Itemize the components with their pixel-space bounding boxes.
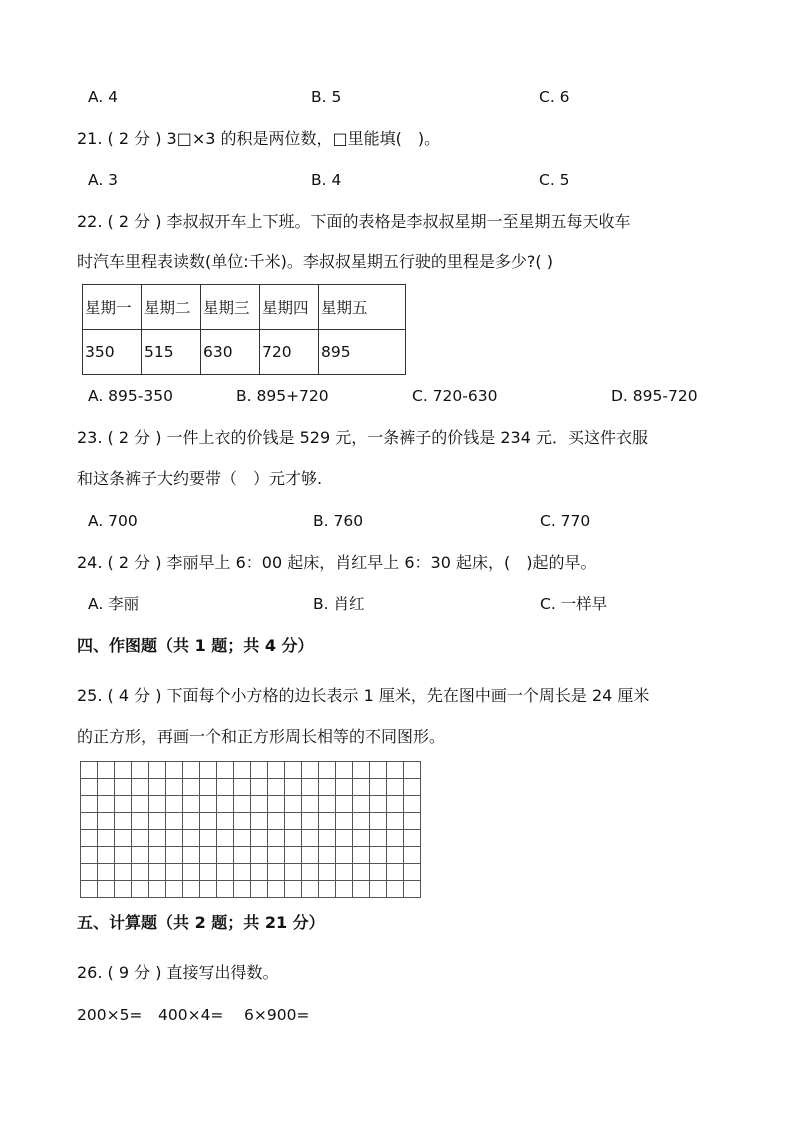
- q24-option-c: C. 一样早: [540, 595, 608, 613]
- q22-option-d: D. 895-720: [611, 387, 698, 405]
- q22-option-a: A. 895-350: [88, 387, 173, 405]
- q22-question-line1: 22. ( 2 分 ) 李叔叔开车上下班。下面的表格是李叔叔星期一至星期五每天收车: [77, 212, 631, 231]
- q20-option-b: B. 5: [311, 88, 342, 106]
- q21-option-c: C. 5: [539, 171, 570, 189]
- drawing-grid[interactable]: [80, 761, 421, 898]
- q25-question-line2: 的正方形，再画一个和正方形周长相等的不同图形。: [77, 727, 446, 746]
- table-cell: 720: [260, 330, 319, 375]
- q23-option-a: A. 700: [88, 512, 138, 530]
- q21-question: 21. ( 2 分 ) 3□×3 的积是两位数，□里能填( )。: [77, 129, 441, 148]
- q25-question-line1: 25. ( 4 分 ) 下面每个小方格的边长表示 1 厘米，先在图中画一个周长是 24 厘米: [77, 686, 650, 705]
- q26-question: 26. ( 9 分 ) 直接写出得数。: [77, 963, 279, 982]
- table-header-cell: 星期一: [83, 285, 142, 330]
- q23-question-line1: 23. ( 2 分 ) 一件上衣的价钱是 529 元，一条裤子的价钱是 234 元．买这件衣服: [77, 428, 648, 447]
- q22-option-b: B. 895+720: [236, 387, 329, 405]
- q23-option-c: C. 770: [540, 512, 591, 530]
- q22-option-c: C. 720-630: [412, 387, 498, 405]
- q23-question-line2: 和这条裤子大约要带（ ）元才够.: [77, 469, 323, 488]
- table-header-row: [83, 285, 406, 330]
- q26-expression-1: 200×5=: [77, 1006, 143, 1024]
- table-header-cell: 星期四: [260, 285, 319, 330]
- q24-question: 24. ( 2 分 ) 李丽早上 6：00 起床，肖红早上 6：30 起床，( )起的早。: [77, 553, 597, 572]
- q23-option-b: B. 760: [313, 512, 364, 530]
- q20-option-c: C. 6: [539, 88, 570, 106]
- table-header-cell: 星期五: [319, 285, 406, 330]
- table-header-cell: 星期三: [201, 285, 260, 330]
- table-row: [83, 330, 406, 375]
- q21-option-a: A. 3: [88, 171, 119, 189]
- q22-question-line2: 时汽车里程表读数(单位:千米)。李叔叔星期五行驶的里程是多少?( ): [77, 252, 553, 271]
- odometer-table: [82, 284, 406, 375]
- table-cell: 515: [142, 330, 201, 375]
- q21-option-b: B. 4: [311, 171, 342, 189]
- q20-option-a: A. 4: [88, 88, 119, 106]
- q26-expression-3: 6×900=: [244, 1006, 310, 1024]
- section-4-heading: 四、作图题（共 1 题；共 4 分）: [77, 636, 314, 655]
- q24-option-a: A. 李丽: [88, 595, 140, 613]
- table-cell: 895: [319, 330, 406, 375]
- section-5-heading: 五、计算题（共 2 题；共 21 分）: [77, 913, 325, 932]
- q26-expression-2: 400×4=: [158, 1006, 224, 1024]
- table-header-cell: 星期二: [142, 285, 201, 330]
- table-cell: 630: [201, 330, 260, 375]
- table-cell: 350: [83, 330, 142, 375]
- q24-option-b: B. 肖红: [313, 595, 365, 613]
